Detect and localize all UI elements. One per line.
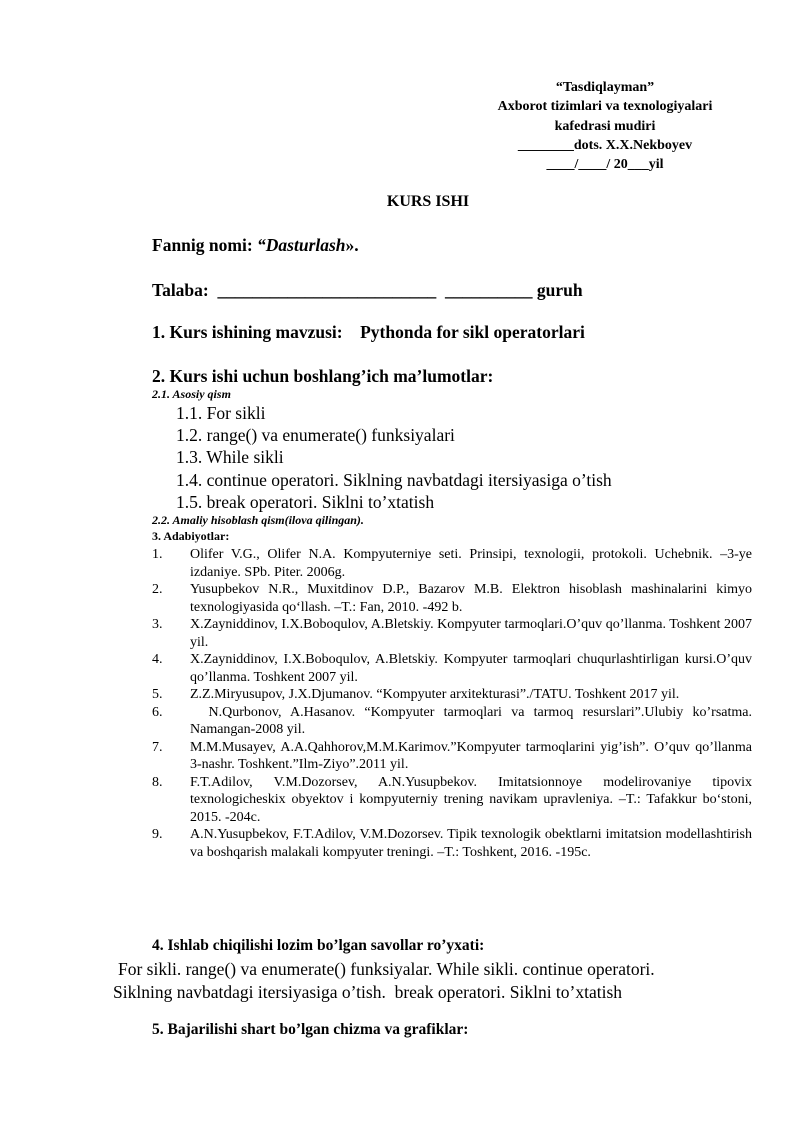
reference-item: [152, 704, 756, 739]
outline-item: 1.5. break operatori. Siklni to’xtatish: [176, 491, 435, 512]
main-part-label: 2.1. Asosiy qism: [152, 387, 231, 401]
approval-role: kafedrasi mudiri: [554, 118, 656, 134]
approval-department: Axborot tizimlari va texnologiyalari: [497, 99, 713, 115]
reference-text: Olifer V.G., Olifer N.A. Kompyuterniye seti. Prinsipi, texnologii, protokoli. Uchebnik. –3-ye izdaniye. SPb. Piter. 2006g.: [190, 547, 752, 580]
reference-item: [152, 546, 752, 581]
reference-item: [152, 774, 752, 827]
outline-item: 1.4. continue operatori. Siklning navbatdagi itersiyasiga o’tish: [176, 469, 612, 490]
reference-text: Yusupbekov N.R., Muxitdinov D.P., Bazarov M.B. Elektron hisoblash mashinalarini kimyo texnologiyasida qo‘llash. –T.: Fan, 2010. -492 b.: [190, 582, 752, 615]
document-title: KURS ISHI: [386, 193, 470, 210]
practical-part-label: 2.2. Amaliy hisoblash qism(ilova qilingan).: [152, 513, 364, 527]
reference-item: [152, 616, 752, 651]
subject-name: “Dasturlash: [257, 235, 346, 255]
reference-number: 3.: [152, 617, 163, 632]
reference-number: 5.: [152, 687, 163, 702]
approval-block: [470, 78, 740, 174]
subject-label: Fannig nomi:: [152, 235, 258, 255]
student-group-label: guruh: [536, 280, 583, 300]
reference-number: 6.: [152, 704, 163, 720]
references-list: [152, 546, 756, 861]
initial-data-heading: 2. Kurs ishi uchun boshlang’ich ma’lumotlar:: [152, 366, 494, 386]
student-group-blank: __________: [445, 280, 533, 300]
questions-heading: 4. Ishlab chiqilishi lozim bo’lgan savollar ro’yxati:: [152, 937, 485, 954]
reference-number: 8.: [152, 774, 163, 790]
topic-line: [152, 322, 585, 343]
reference-text: X.Zayniddinov, I.X.Boboqulov, A.Bletskiy. Kompyuter tarmoqlari chuqurlashtirligan kursi.O’quv qo’llanma. Toshkent 2007 yil.: [190, 652, 752, 685]
student-name-blank: _________________________: [217, 280, 437, 300]
reference-number: 1.: [152, 547, 163, 562]
reference-text: A.N.Yusupbekov, F.T.Adilov, V.M.Dozorsev. Tipik texnologik obektlarni imitatsion modellashtirish va boshqarish malakali kompyuter treningi. –T.: Toshkent, 2016. -195c.: [190, 827, 752, 860]
outline-item: 1.3. While sikli: [176, 447, 284, 468]
reference-text: N.Qurbonov, A.Hasanov. “Kompyuter tarmoqlari va tarmoq resurslari”.Ulubiy ko’rsatma. Namangan-2008 yil.: [190, 704, 756, 737]
reference-text: X.Zayniddinov, I.X.Boboqulov, A.Bletskiy. Kompyuter tarmoqlari.O’quv qo’llanma. Toshkent 2007 yil.: [190, 617, 752, 650]
reference-text: Z.Z.Miryusupov, J.X.Djumanov. “Kompyuter arxitekturasi”./TATU. Toshkent 2017 yil.: [190, 687, 680, 702]
reference-item: [152, 686, 752, 704]
reference-item: [152, 651, 752, 686]
questions-line-1: For sikli. range() va enumerate() funksiyalar. While sikli. continue operatori.: [118, 959, 655, 979]
subject-end: ».: [345, 235, 359, 255]
student-label: Talaba:: [152, 280, 209, 300]
reference-item: [152, 581, 752, 616]
drawings-heading: 5. Bajarilishi shart bo’lgan chizma va grafiklar:: [152, 1021, 469, 1038]
student-line: [152, 280, 583, 301]
approval-signature: ________dots. X.X.Nekboyev: [517, 137, 693, 153]
reference-number: 7.: [152, 739, 163, 755]
reference-item: [152, 739, 752, 774]
reference-text: F.T.Adilov, V.M.Dozorsev, A.N.Yusupbekov. Imitatsionnoye modelirovaniye tipovix texnologicheskix obyektov i kompyuterniy trening navikam upravleniya. –T.: Tafakkur bo‘stoni, 2015. -204c.: [190, 774, 752, 825]
outline-item: 1.1. For sikli: [176, 403, 266, 423]
topic-label: 1. Kurs ishining mavzusi:: [152, 322, 343, 342]
topic-value: Pythonda for sikl operatorlari: [360, 322, 585, 342]
reference-number: 9.: [152, 827, 163, 842]
reference-item: [152, 826, 752, 861]
references-heading: 3. Adabiyotlar:: [152, 529, 230, 543]
reference-number: 2.: [152, 582, 163, 597]
subject-line: [152, 235, 359, 256]
reference-text: M.M.Musayev, A.A.Qahhorov,M.M.Karimov.”Kompyuter tarmoqlarini yig’ish”. O’quv qo’llanma 3-nashr. Toshkent.”Ilm-Ziyo”.2011 yil.: [190, 739, 752, 772]
reference-number: 4.: [152, 652, 163, 667]
approval-title: “Tasdiqlayman”: [555, 80, 655, 95]
approval-date: ____/____/ 20___yil: [546, 157, 664, 173]
main-part-outline: [176, 402, 612, 513]
questions-line-2: Siklning navbatdagi itersiyasiga o’tish. break operatori. Siklni to’xtatish: [113, 982, 623, 1002]
outline-item: 1.2. range() va enumerate() funksiyalari: [176, 425, 455, 446]
